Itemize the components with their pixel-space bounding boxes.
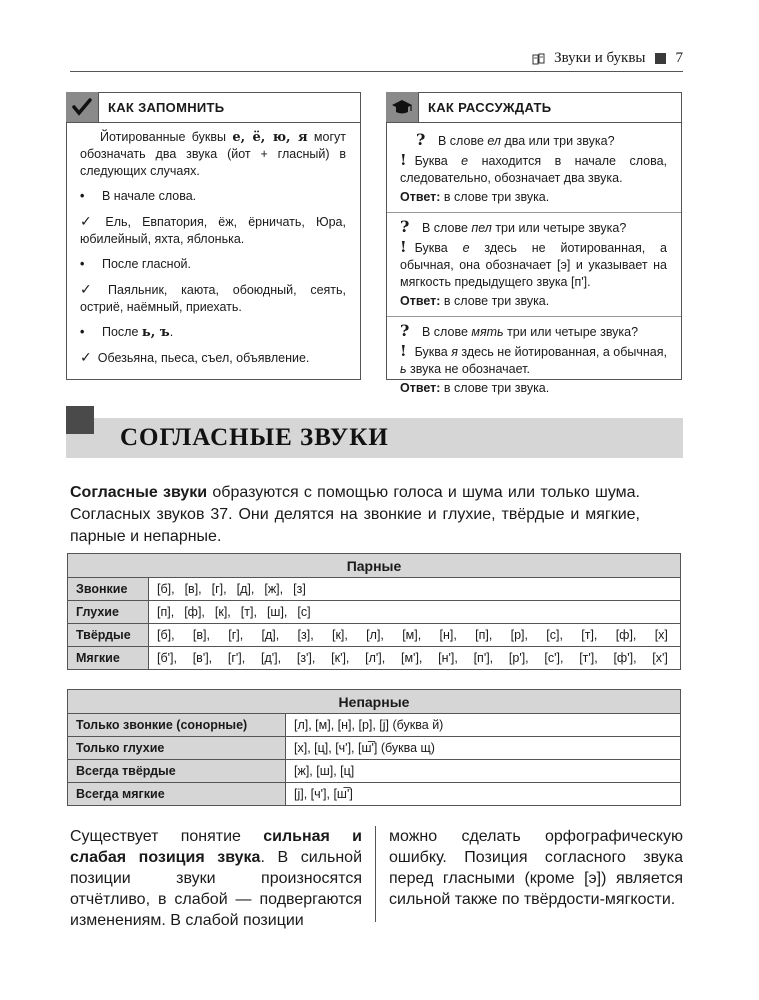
case-label: • После ь, ъ. <box>80 325 174 340</box>
table-row <box>68 601 681 624</box>
exclamation-icon: ! <box>400 238 407 256</box>
sound-symbol: [ф'], <box>613 651 637 665</box>
bottom-text-left: Существует понятие сильная и слабая позиция звука. В сильной позиции звуки произносятся отчётливо, в слабой — подвергаются изменениям. В слабой позиции <box>70 828 362 929</box>
reasoning-line: ! Буква я здесь не йотированная, а обычная, ь звука не обозначает. <box>400 342 667 376</box>
remember-intro: Йотированные буквы е, ё, ю, я могут обозначать два звука (йот + гласный) в следующих случаях. <box>80 130 346 178</box>
reason-box-title: КАК РАССУЖДАТЬ <box>428 100 552 115</box>
row-value: [л], [м], [н], [р], [j] (буква й) <box>286 714 681 737</box>
table-header: Парные <box>68 554 681 578</box>
remember-box-body <box>67 123 360 367</box>
table-row <box>68 760 681 783</box>
sound-symbol: [б], <box>157 582 175 596</box>
sound-symbol: [з] <box>293 582 306 596</box>
sound-symbol: [с], <box>546 628 563 642</box>
question-line: ? В слове мять три или четыре звука? <box>400 321 639 340</box>
sound-symbol: [д], <box>236 582 255 596</box>
row-label: Всегда твёрдые <box>68 760 286 783</box>
sound-symbol: [к], <box>331 628 348 642</box>
sound-symbol: [л], <box>366 628 384 642</box>
checkmark-icon: ✓ <box>80 349 92 365</box>
bullet-icon: • <box>80 257 85 271</box>
checkmark-icon: ✓ <box>80 213 100 229</box>
sound-symbol: [н], <box>439 628 457 642</box>
row-label: Только глухие <box>68 737 286 760</box>
row-label: Твёрдые <box>68 624 149 647</box>
sound-symbol: [к'], <box>331 651 350 665</box>
answer-line: Ответ: в слове три звука. <box>400 190 550 204</box>
sound-symbol: [ж], <box>264 582 284 596</box>
table-row <box>68 737 681 760</box>
checkmark-icon <box>66 92 99 122</box>
sound-symbol: [в], <box>192 628 210 642</box>
running-header-title: Звуки и буквы <box>554 50 646 66</box>
case-examples: ✓ Ель, Евпатория, ёж, ёрничать, Юра, юбилейный, яхта, яблонька. <box>80 213 346 246</box>
sound-symbol: [х'] <box>652 651 668 665</box>
sound-symbol: [б'], <box>157 651 177 665</box>
sound-symbol: [в], <box>184 582 202 596</box>
case-label: • После гласной. <box>80 257 191 271</box>
square-bullet-icon <box>655 53 666 64</box>
table-row <box>68 714 681 737</box>
row-value: [х], [ц], [ч'], [ш̅'] (буква щ) <box>286 737 681 760</box>
answer-line: Ответ: в слове три звука. <box>400 294 550 308</box>
sound-symbol: [п'], <box>473 651 494 665</box>
column-divider <box>375 826 376 922</box>
table-row <box>68 624 681 647</box>
sound-symbol: [г'], <box>227 651 246 665</box>
sound-symbol: [р'], <box>508 651 529 665</box>
row-label: Только звонкие (сонорные) <box>68 714 286 737</box>
row-sounds <box>149 601 681 624</box>
case-examples: ✓ Обезьяна, пьеса, съел, объявление. <box>80 349 310 365</box>
paired-consonants-table <box>67 553 681 670</box>
table-row <box>68 578 681 601</box>
row-value: [ж], [ш], [ц] <box>286 760 681 783</box>
reason-box <box>386 92 682 395</box>
table-row <box>68 783 681 806</box>
sound-symbol: [с'], <box>544 651 564 665</box>
sound-symbol: [м], <box>402 628 422 642</box>
exclamation-icon: ! <box>400 151 407 169</box>
row-sounds <box>149 647 681 670</box>
sound-symbol: [с] <box>297 605 311 619</box>
running-header <box>70 48 683 72</box>
table-row <box>68 647 681 670</box>
reasoning-line: ! Буква е здесь не йотированная, а обычная, она обозначает [э] и указывает на мягкость предыдущего звука [п']. <box>400 238 668 289</box>
question-mark-icon: ? <box>416 130 426 149</box>
sound-symbol: [з'], <box>296 651 316 665</box>
row-value: [j], [ч'], [ш̅'] <box>286 783 681 806</box>
sound-symbol: [н'], <box>438 651 458 665</box>
sound-symbol: [ф], <box>184 605 205 619</box>
section-square-icon <box>66 406 94 434</box>
sound-symbol: [п], <box>475 628 493 642</box>
sound-symbol: [ш], <box>266 605 288 619</box>
bullet-icon: • <box>80 325 85 339</box>
sound-symbol: [т], <box>240 605 257 619</box>
sound-symbol: [п], <box>157 605 175 619</box>
remember-box <box>66 92 361 380</box>
row-label: Глухие <box>68 601 149 624</box>
divider <box>387 316 681 317</box>
checkmark-icon: ✓ <box>80 281 103 297</box>
unpaired-consonants-table <box>67 689 681 806</box>
running-header-right <box>532 50 683 67</box>
page-number: 7 <box>675 50 683 66</box>
sound-symbol: [д], <box>261 628 280 642</box>
answer-line: Ответ: в слове три звука. <box>400 381 550 395</box>
sound-symbol: [в'], <box>192 651 213 665</box>
bottom-text-right: можно сделать орфографическую ошибку. Позиция согласного звука перед гласными (кроме [э]) является сильной также по твёрдости-мягкости. <box>389 828 683 908</box>
question-line: ? В слове ел два или три звука? <box>400 131 667 150</box>
row-label: Звонкие <box>68 578 149 601</box>
sound-symbol: [ф], <box>615 628 637 642</box>
row-label: Мягкие <box>68 647 149 670</box>
book-icon <box>532 53 546 65</box>
sound-symbol: [м'], <box>400 651 423 665</box>
case-examples: ✓ Паяльник, каюта, обоюдный, сеять, остриё, наёмный, приехать. <box>80 281 347 314</box>
sound-symbol: [л'], <box>365 651 386 665</box>
sound-symbol: [г], <box>228 628 244 642</box>
sound-symbol: [б], <box>157 628 175 642</box>
row-sounds <box>149 624 681 647</box>
bullet-icon: • <box>80 189 85 203</box>
sound-symbol: [д'], <box>261 651 282 665</box>
question-mark-icon: ? <box>400 321 410 340</box>
sound-symbol: [р], <box>510 628 528 642</box>
sound-symbol: [х] <box>654 628 668 642</box>
graduation-cap-icon <box>386 92 419 122</box>
sound-symbol: [к], <box>214 605 231 619</box>
remember-box-header <box>67 93 360 123</box>
sound-symbol: [г], <box>211 582 227 596</box>
sound-symbol: [з], <box>297 628 314 642</box>
reasoning-line: ! Буква е находится в начале слова, следовательно, обозначает два звука. <box>400 151 668 185</box>
divider <box>387 212 681 213</box>
sound-symbol: [т'], <box>579 651 598 665</box>
question-mark-icon: ? <box>400 217 410 236</box>
intro-paragraph: Согласные звуки образуются с помощью голоса и шума или только шума. Согласных звуков 37. Они делятся на звонкие и глухие, твёрдые и мягкие, парные и непарные. <box>70 484 641 545</box>
question-line: ? В слове пел три или четыре звука? <box>400 217 627 236</box>
exclamation-icon: ! <box>400 342 407 360</box>
row-label: Всегда мягкие <box>68 783 286 806</box>
section-title: СОГЛАСНЫЕ ЗВУКИ <box>120 424 389 451</box>
reason-box-header <box>387 93 681 123</box>
case-label: • В начале слова. <box>80 189 197 203</box>
remember-box-title: КАК ЗАПОМНИТЬ <box>108 100 225 115</box>
sound-symbol: [т], <box>581 628 598 642</box>
table-header: Непарные <box>68 690 681 714</box>
reason-box-body <box>387 123 681 397</box>
row-sounds <box>149 578 681 601</box>
